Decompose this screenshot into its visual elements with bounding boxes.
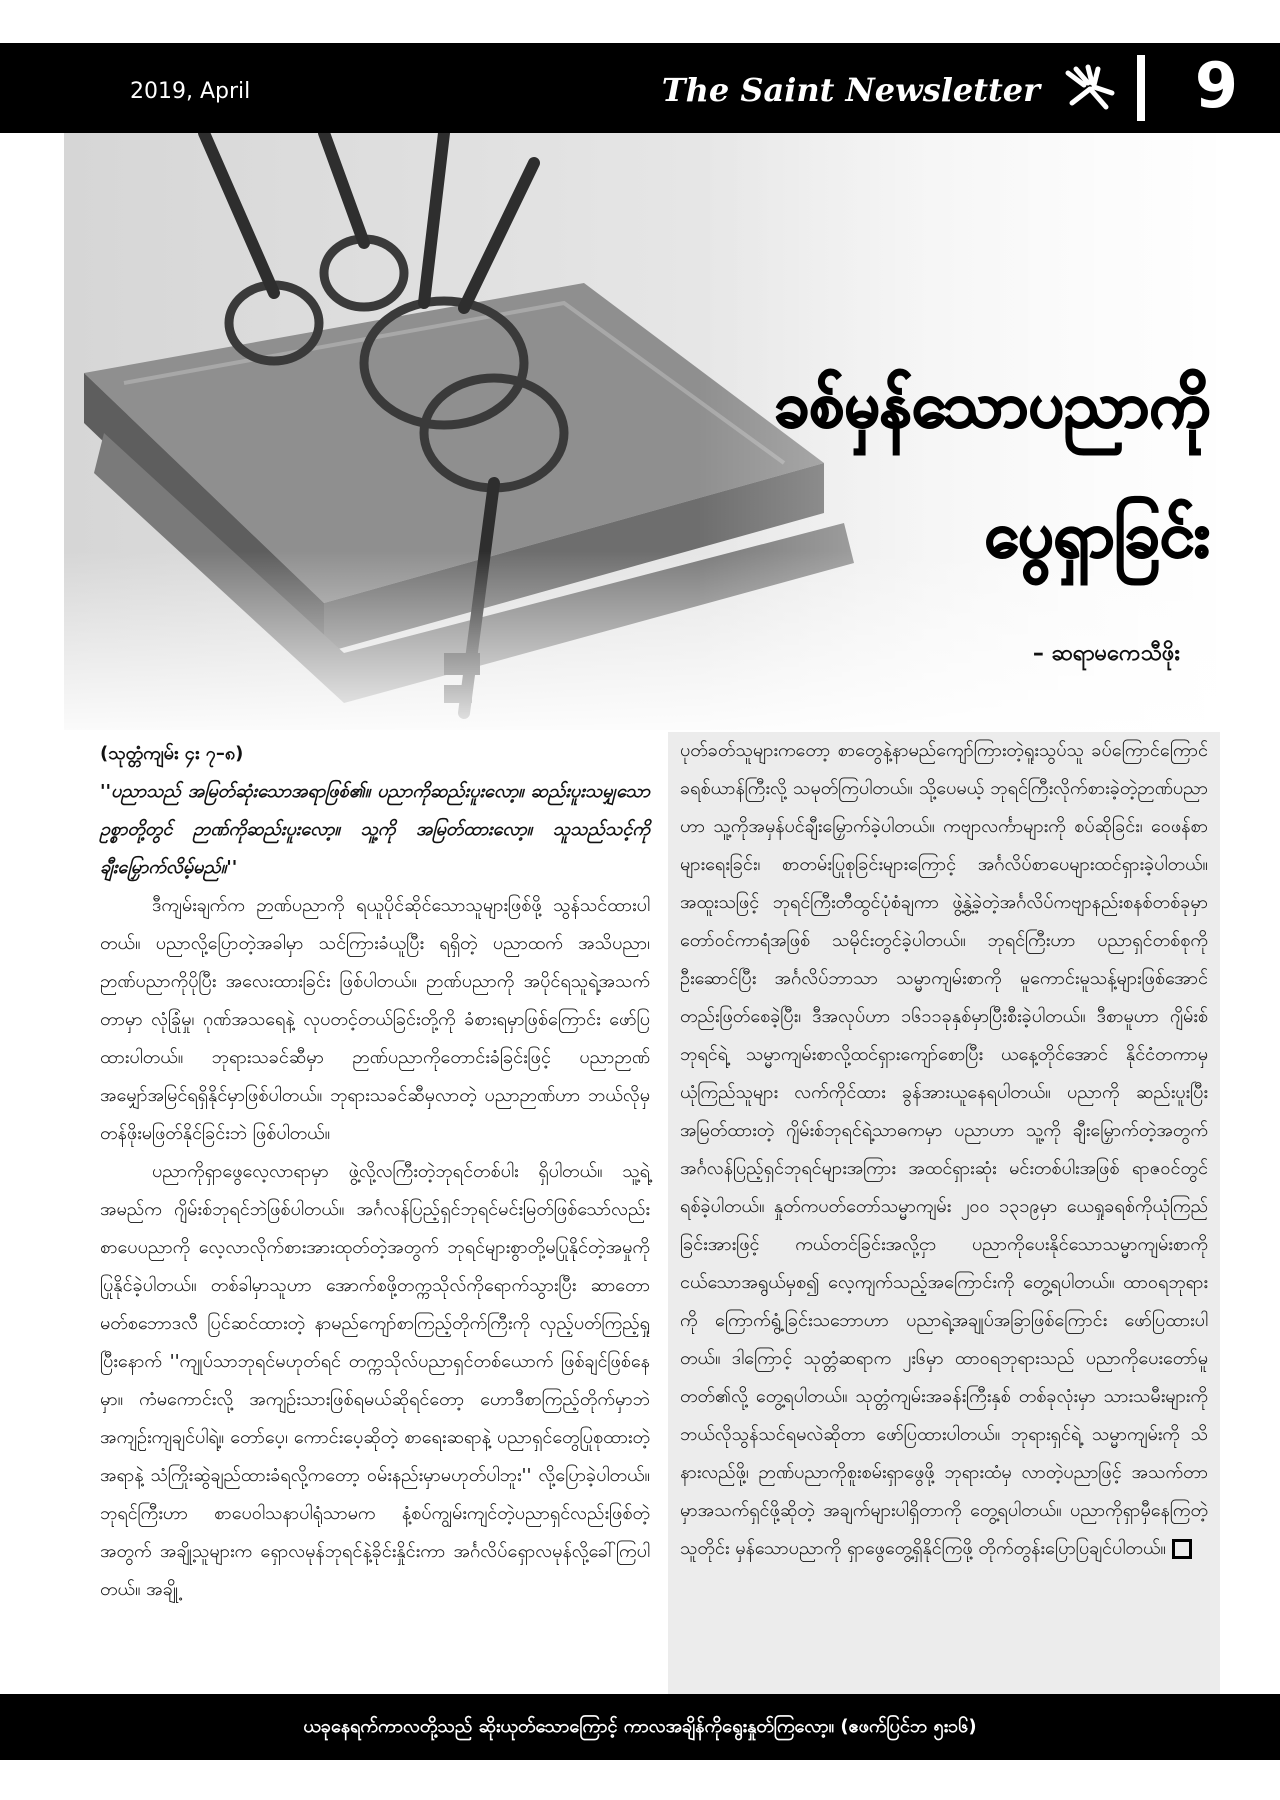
paragraph: ပညာကိုရှာဖွေလေ့လာရာမှာ ဖွဲ့လို့လကြီးတဲ့ဘုရင်တစ်ပါး ရှိပါတယ်။ သူ့ရဲ့အမည်က ဂျိမ်းစ်ဘုရင်ဘဲဖြစ်ပါတယ်။ အင်္ဂလန်ပြည့်ရှင်ဘုရင်မင်းမြတ်ဖြစ်သော်လည်း စာပေပညာကို လေ့လာလိုက်စားအားထုတ်တဲ့အတွက် ဘုရင်များစွာတို့မပြုနိုင်တဲ့အမှုကို ပြုနိုင်ခဲ့ပါတယ်။ တစ်ခါမှာသူဟာ အောက်စဖို့တက္ကသိုလ်ကိုရောက်သွားပြီး ဆာတောမတ်စဘောဒလီ ပြင်ဆင်ထားတဲ့ နာမည်ကျော်စာကြည့်တိုက်ကြီးကို လှည့်ပတ်ကြည့်ရှုပြီးနောက် ''ကျုပ်သာဘုရင်မဟုတ်ရင် တက္ကသိုလ်ပညာရှင်တစ်ယောက် ဖြစ်ချင်ဖြစ်နေမှာ။ ကံမကောင်းလို့ အကျဉ်းသားဖြစ်ရမယ်ဆိုရင်တော့ ဟောဒီစာကြည့်တိုက်မှာဘဲ အကျဉ်းကျချင်ပါရဲ့။ တော်ပေ့၊ ကောင်းပေ့ဆိုတဲ့ စာရေးဆရာနဲ့ ပညာရှင်တွေပြုစုထားတဲ့ အရာနဲ့ သံကြိုးဆွဲချည်ထားခံရလို့ကတော့ ဝမ်းနည်းမှာမဟုတ်ပါဘူး'' လို့ပြောခဲ့ပါတယ်။ ဘုရင်ကြီးဟာ စာပေဝါသနာပါရုံသာမက နံ့စပ်ကျွမ်းကျင်တဲ့ပညာရှင်လည်းဖြစ်တဲ့အတွက် အချို့သူများက ရှောလမုန်ဘုရင်နဲ့ခိုင်းနှိုင်းကာ အင်္ဂလိပ်ရှောလမုန်လို့ခေါ်ကြပါတယ်။ အချို့ — [100, 1161, 650, 1600]
page-number: 9 — [1194, 49, 1238, 122]
right-column-paragraph — [680, 732, 1208, 1568]
article-title-line-2: ပွေရှာခြင်း — [984, 498, 1210, 571]
article-title-line-1: ခစ်မှန်သောပညာကို — [774, 368, 1210, 441]
newsletter-logo-icon — [1062, 63, 1118, 113]
left-column — [100, 735, 650, 1609]
scripture-quote: ''ပညာသည် အမြတ်ဆုံးသောအရာဖြစ်၏။ ပညာကိုဆည်းပူးလော့။ ဆည်းပူးသမျှသောဥစ္စာတို့တွင် ဉာဏ်ကိုဆည်းပူးလော့။ သူ့ကို အမြတ်ထားလော့။ သူသည်သင့်ကို ချီးမြှောက်လိမ့်မည်။'' — [100, 781, 650, 878]
end-mark-icon — [1172, 1539, 1192, 1559]
paragraph: ဒီကျမ်းချက်က ဉာဏ်ပညာကို ရယူပိုင်ဆိုင်သောသူများဖြစ်ဖို့ သွန်သင်ထားပါတယ်။ ပညာလို့ပြောတဲ့အခါမှာ သင်ကြားခံယူပြီး ရရှိတဲ့ ပညာထက် အသိပညာ၊ ဉာဏ်ပညာကိုပိုပြီး အလေးထားခြင်း ဖြစ်ပါတယ်။ ဉာဏ်ပညာကို အပိုင်ရသူရဲ့အသက်တာမှာ လုံခြုံမှု၊ ဂုဏ်အသရေနဲ့ လုပတင့်တယ်ခြင်းတို့ကို ခံစားရမှာဖြစ်ကြောင်း ဖော်ပြထားပါတယ်။ ဘုရားသခင်ဆီမှာ ဉာဏ်ပညာကိုတောင်းခံခြင်းဖြင့် ပညာဉာဏ်အမျှော်အမြင်ရရှိနိုင်မှာဖြစ်ပါတယ်။ ဘုရားသခင်ဆီမှလာတဲ့ ပညာဉာဏ်ဟာ ဘယ်လိုမှတန်ဖိုးမဖြတ်နိုင်ခြင်းဘဲ ဖြစ်ပါတယ်။ — [100, 895, 650, 1144]
header-divider — [1137, 55, 1145, 121]
footer-verse: ယခုနေရက်ကာလတို့သည် ဆိုးယုတ်သောကြောင့် ကာလအချိန်ကိုရွေးနှုတ်ကြလော့။ (ဧဖက်ပြင်ဘ ၅း၁၆) — [303, 1716, 977, 1737]
page-footer — [0, 1694, 1280, 1760]
verse-reference: (သုတ္တံကျမ်း ၄း ၇–၈) — [100, 743, 244, 764]
right-column-text: ပုတ်ခတ်သူများကတော့ စာတွေနဲ့နာမည်ကျော်ကြားတဲ့ရူးသွပ်သူ ခပ်ကြောင်ကြောင်ခရစ်ယာန်ကြီးလို့ သမုတ်ကြပါတယ်။ သို့ပေမယ့် ဘုရင်ကြီးလိုက်စားခဲ့တဲ့ဉာဏ်ပညာဟာ သူ့ကိုအမှန်ပင်ချီးမြှောက်ခဲ့ပါတယ်။ ကဗျာလင်္ကာများကို စပ်ဆိုခြင်း၊ ဝေဖန်စာများရေးခြင်း၊ စာတမ်းပြုစုခြင်းများကြောင့် အင်္ဂလိပ်စာပေများထင်ရှားခဲ့ပါတယ်။ အထူးသဖြင့် ဘုရင်ကြီးတီထွင်ပုံစံချကာ ဖွဲ့နွဲ့ခဲ့တဲ့အင်္ဂလိပ်ကဗျာနည်းစနစ်တစ်ခုမှာ တော်ဝင်ကာရံအဖြစ် သမိုင်းတွင်ခဲ့ပါတယ်။ ဘုရင်ကြီးဟာ ပညာရှင်တစ်စုကိုဦးဆောင်ပြီး အင်္ဂလိပ်ဘာသာ သမ္မာကျမ်းစာကို မူကောင်းမူသန့်များဖြစ်အောင် တည်းဖြတ်စေခဲ့ပြီး၊ ဒီအလုပ်ဟာ ၁၆၁၁ခုနှစ်မှာပြီးစီးခဲ့ပါတယ်။ ဒီစာမူဟာ ဂျိမ်းစ်ဘုရင်ရဲ့ သမ္မာကျမ်းစာလို့ထင်ရှားကျော်စောပြီး ယနေ့တိုင်အောင် နိုင်ငံတကာမှ ယုံကြည်သူများ လက်ကိုင်ထား ခွန်အားယူနေရပါတယ်။ ပညာကို ဆည်းပူးပြီးအမြတ်ထားတဲ့ ဂျိမ်းစ်ဘုရင်ရဲ့သာဓကမှာ ပညာဟာ သူ့ကို ချီးမြှောက်တဲ့အတွက် အင်္ဂလန်ပြည့်ရှင်ဘုရင်များအကြား အထင်ရှားဆုံး မင်းတစ်ပါးအဖြစ် ရာဇဝင်တွင်ရစ်ခဲ့ပါတယ်။ နှုတ်ကပတ်တော်သမ္မာကျမ်း ၂၀ဝ ၁၃၁၉မှာ ယေရှုခရစ်ကိုယုံကြည်ခြင်းအားဖြင့် ကယ်တင်ခြင်းအလို့ငှာ ပညာကိုပေးနိုင်သောသမ္မာကျမ်းစာကို ငယ်သောအရွယ်မှစ၍ လေ့ကျက်သည့်အကြောင်းကို တွေ့ရပါတယ်။ ထာဝရဘုရားကို ကြောက်ရွံ့ခြင်းသဘောဟာ ပညာရဲ့အချုပ်အခြာဖြစ်ကြောင်း ဖော်ပြထားပါတယ်။ ဒါကြောင့် သုတ္တံဆရာက ၂း၆မှာ ထာဝရဘုရားသည် ပညာကိုပေးတော်မူတတ်၏လို့ တွေ့ရပါတယ်။ သုတ္တံကျမ်းအခန်းကြီးနှစ် တစ်ခုလုံးမှာ သားသမီးများကို ဘယ်လိုသွန်သင်ရမလဲဆိုတာ ဖော်ပြထားပါတယ်။ ဘုရားရှင်ရဲ့ သမ္မာကျမ်းကို သိနားလည်ဖို့၊ ဉာဏ်ပညာကိုစူးစမ်းရှာဖွေဖို့ ဘုရားထံမှ လာတဲ့ပညာဖြင့် အသက်တာမှာအသက်ရှင်ဖို့ဆိုတဲ့ အချက်များပါရှိတာကို တွေ့ရပါတယ်။ ပညာကိုရှာမှီနေကြတဲ့သူတိုင်း မှန်သောပညာကို ရှာဖွေတွေ့ရှိနိုင်ကြဖို့ တိုက်တွန်းပြောပြချင်ပါတယ်။ — [680, 740, 1208, 1559]
issue-date: 2019, April — [130, 79, 251, 104]
right-column — [668, 732, 1220, 1694]
page-header — [0, 43, 1280, 133]
newsletter-title: The Saint Newsletter — [661, 71, 1040, 109]
article-author: – ဆရာမကေသီဖိုး — [1032, 641, 1180, 666]
article-title — [690, 340, 1210, 600]
